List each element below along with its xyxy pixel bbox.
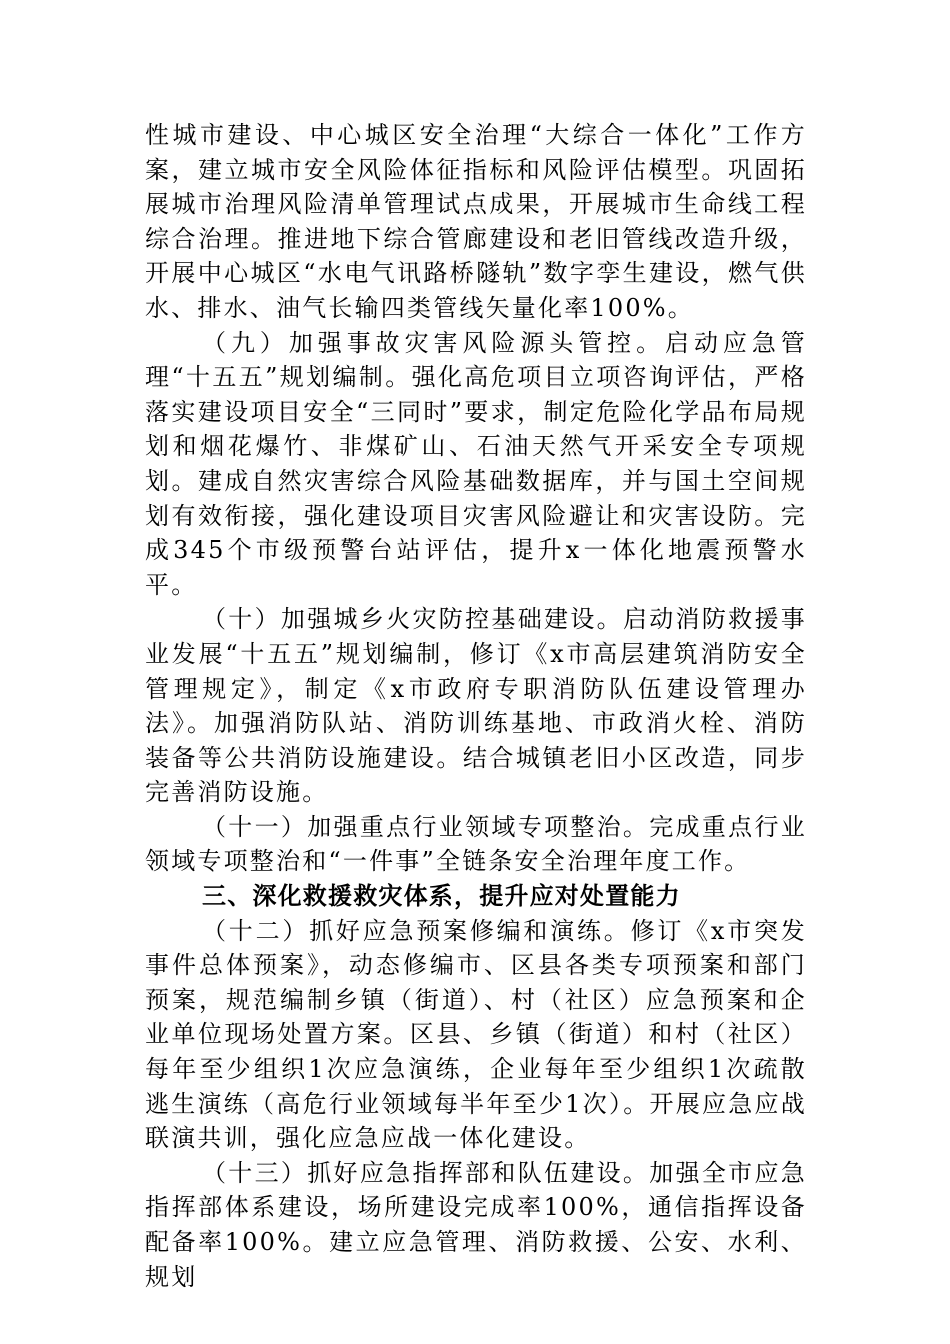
paragraph-text: 修订《x市突发事件总体预案》，动态修编市、区县各类专项预案和部门预案，规范编制乡镇（街道）、村（社区）应急预案和企业单位现场处置方案。区县、乡镇（街道）和村（社区）每年至少组织1次应急演练，企业每年至少组织1次疏散逃生演练（高危行业领域每半年至少1次）。开展应急应战联演共训，强化应急应战一体化建设。	[145, 916, 808, 1153]
paragraph-item-9	[145, 326, 807, 603]
paragraph-item-13	[145, 1156, 807, 1294]
paragraph-text: 加强全市应急指挥部体系建设，场所建设完成率100%，通信指挥设备配备率100%。建立应急管理、消防救援、公安、水利、规划	[145, 1158, 807, 1291]
paragraph-city-safety	[145, 118, 807, 326]
paragraph-text: 启动应急管理“十五五”规划编制。强化高危项目立项咨询评估，严格落实建设项目安全“三同时”要求，制定危险化学品布局规划和烟花爆竹、非煤矿山、石油天然气开采安全专项规划。建成自然灾害综合风险基础数据库，并与国土空间规划有效衔接，强化建设项目灾害风险避让和灾害设防。完成345个市级预警台站评估，提升x一体化地震预警水平。	[145, 328, 808, 599]
paragraph-lead: （十一）加强重点行业领域专项整治。	[202, 812, 650, 841]
paragraph-lead: （十）加强城乡火灾防控基础建设。	[202, 605, 623, 634]
paragraph-lead: （九）加强事故灾害风险源头管控。	[202, 328, 666, 357]
paragraph-item-10	[145, 602, 807, 810]
document-body	[145, 118, 807, 1294]
paragraph-lead: （十二）抓好应急预案修编和演练。	[202, 916, 631, 945]
paragraph-lead: （十三）抓好应急指挥部和队伍建设。	[202, 1158, 650, 1187]
section-heading: 三、深化救援救灾体系，提升应对处置能力	[202, 882, 681, 911]
paragraph-text: 启动消防救援事业发展“十五五”规划编制，修订《x市高层建筑消防安全管理规定》，制定《x市政府专职消防队伍建设管理办法》。加强消防队站、消防训练基地、市政消火栓、消防装备等公共消防设施建设。结合城镇老旧小区改造，同步完善消防设施。	[145, 605, 807, 807]
paragraph-text: 性城市建设、中心城区安全治理“大综合一体化”工作方案，建立城市安全风险体征指标和风险评估模型。巩固拓展城市治理风险清单管理试点成果，开展城市生命线工程综合治理。推进地下综合管廊建设和老旧管线改造升级，开展中心城区“水电气讯路桥隧轨”数字孪生建设，燃气供水、排水、油气长输四类管线矢量化率100%。	[145, 121, 807, 322]
paragraph-item-11	[145, 810, 807, 879]
paragraph-item-12	[145, 914, 807, 1156]
paragraph-text: 完成重点行业领域专项整治和“一件事”全链条安全治理年度工作。	[145, 812, 807, 876]
